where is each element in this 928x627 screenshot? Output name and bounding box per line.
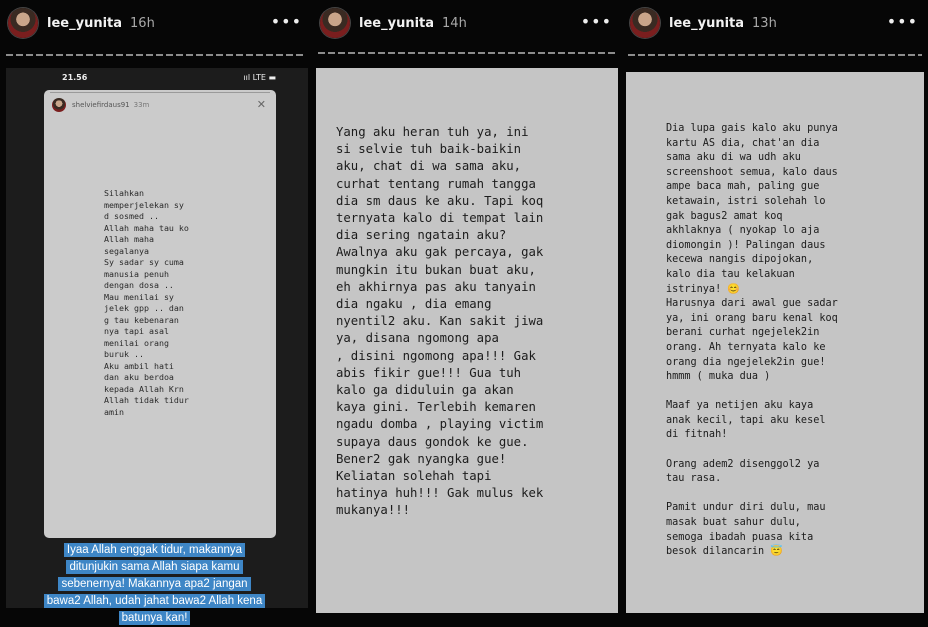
more-options-icon[interactable]: ••• [270, 12, 302, 31]
story-screenshot [6, 68, 308, 624]
story-panel-1 [0, 0, 312, 624]
story-progress-bar [628, 54, 922, 56]
inner-story [44, 90, 276, 538]
story-panel-3 [622, 0, 928, 613]
story-panel-2 [312, 0, 622, 613]
inner-username: shelviefirdaus91 [72, 101, 130, 109]
post-time: 14h [442, 15, 467, 31]
inner-time: 33m [133, 101, 150, 109]
story-content [316, 68, 618, 613]
username[interactable]: lee_yunita [669, 15, 745, 31]
story-header [0, 4, 312, 42]
avatar[interactable] [8, 8, 38, 38]
story-progress-bar [6, 54, 306, 56]
status-clock: 21.56 [62, 73, 88, 82]
inner-progress-bar [50, 92, 270, 93]
username[interactable]: lee_yunita [359, 15, 435, 31]
close-icon: ✕ [256, 98, 266, 111]
inner-avatar [52, 98, 66, 112]
phone-status-bar [6, 72, 308, 86]
avatar[interactable] [320, 8, 350, 38]
story-text: Yang aku heran tuh ya, ini si selvie tuh baik-baikin aku, chat di wa sama aku, curhat tentang rumah tangga dia sm daus ke aku. Tapi koq ternyata kalo di tempat lain dia sering ngatain aku? Awalnya aku gak percaya, gak mungkin itu bukan buat aku, eh akhirnya pas aku tanyain dia ngaku , dia emang nyentil2 aku. Kan sakit jiwa ya, disana ngomong apa , disini ngomong apa!!! Gak abis fikir gue!!! Gua tuh kalo ga diduluin ga akan kaya gini. Terlebih kemaren ngadu domba , playing victim supaya daus gondok ke gue. Bener2 gak nyangka gue! Keliatan solehah tapi hatinya huh!!! Gak mulus kek mukanya!!! [336, 125, 544, 518]
avatar[interactable] [630, 8, 660, 38]
inner-story-header [52, 96, 268, 114]
story-header [622, 4, 928, 42]
more-options-icon[interactable]: ••• [580, 12, 612, 31]
inner-story-text: Silahkan memperjelekan sy d sosmed .. Allah maha tau ko Allah maha segalanya Sy sadar sy cuma manusia penuh dengan dosa .. Mau menilai sy jelek gpp .. dan g tau kebenaran nya tapi asal menilai orang buruk .. Aku ambil hati dan aku berdoa kepada Allah Krn Allah tidak tidur amin [104, 188, 189, 417]
story-content [626, 72, 924, 613]
caption-text: Iyaa Allah enggak tidur, makannya ditunjukin sama Allah siapa kamu sebenernya! Makannya apa2 jangan bawa2 Allah, udah jahat bawa2 Allah kena batunya kan! [44, 543, 265, 625]
caption-overlay [42, 542, 267, 627]
story-progress-bar [318, 52, 616, 54]
story-header [312, 4, 622, 42]
username[interactable]: lee_yunita [47, 15, 123, 31]
signal-battery-icon: ııl LTE ▬ [243, 73, 276, 82]
post-time: 13h [752, 15, 777, 31]
more-options-icon[interactable]: ••• [886, 12, 918, 31]
story-text: Dia lupa gais kalo aku punya kartu AS dia, chat'an dia sama aku di wa udh aku screenshoot semua, kalo daus ampe baca mah, paling gue ketawain, istri solehah lo gak bagus2 amat koq akhlaknya ( nyokap lo aja diomongin )! Palingan daus kecewa nangis dipojokan, kalo dia tau kelakuan istrinya! 😊 Harusnya dari awal gue sadar ya, ini orang baru kenal koq berani curhat ngejelek2in orang. Ah ternyata kalo ke orang dia ngejelek2in gue! hmmm ( muka dua ) Maaf ya netijen aku kaya anak kecil, tapi aku kesel di fitnah! Orang adem2 disenggol2 ya tau rasa. Pamit undur diri dulu, mau masak buat sahur dulu, semoga ibadah puasa kita besok dilancarin 😇 [666, 123, 838, 558]
post-time: 16h [130, 15, 155, 31]
